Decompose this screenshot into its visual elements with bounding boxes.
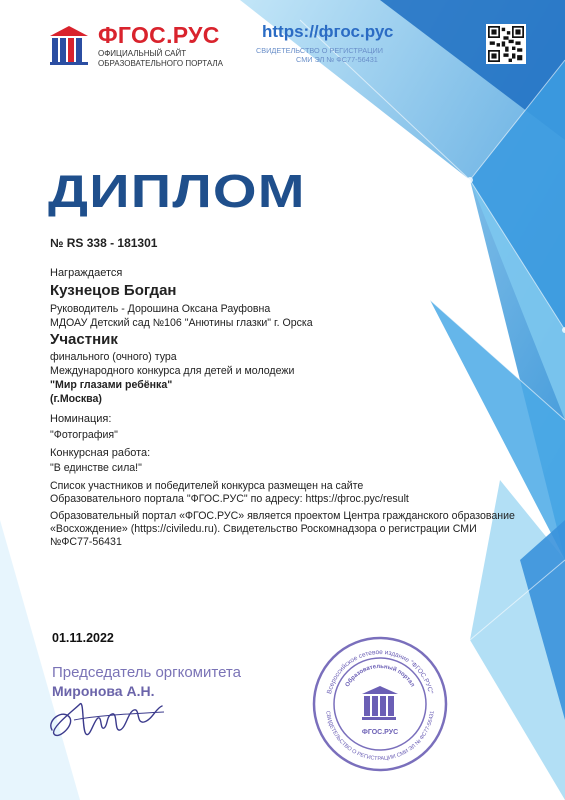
diploma-title: ДИПЛОМ xyxy=(48,165,306,217)
stamp-inner-text: Образовательный портал xyxy=(344,663,416,689)
building-logo-icon xyxy=(48,24,90,66)
qr-code-icon xyxy=(486,24,526,64)
contest-name: "Мир глазами ребёнка" xyxy=(50,379,173,391)
issue-date: 01.11.2022 xyxy=(52,631,114,645)
contest-type: Международного конкурса для детей и молодежи xyxy=(50,365,295,377)
stamp-top-text: Всероссийское сетевое издание "ФГОС.РУС" xyxy=(326,648,434,695)
school-line: МДОАУ Детский сад №106 "Анютины глазки" г. Орска xyxy=(50,317,313,329)
registration-line-2: СМИ ЭЛ № ФС77-56431 xyxy=(296,55,378,64)
brand-name: ФГОС.РУС xyxy=(98,22,220,48)
signature-image xyxy=(44,690,174,746)
diploma-number: № RS 338 - 181301 xyxy=(50,236,158,250)
project-note-line-3: №ФС77-56431 xyxy=(50,536,122,548)
brand-subtitle-2: ОБРАЗОВАТЕЛЬНОГО ПОРТАЛА xyxy=(98,59,223,68)
project-note-line-1: Образовательный портал «ФГОС.РУС» является проектом Центра гражданского образование xyxy=(50,510,515,522)
leader-line: Руководитель - Дорошина Оксана Рауфовна xyxy=(50,303,271,315)
chair-title: Председатель оргкомитета xyxy=(52,664,241,681)
nomination-value: "Фотография" xyxy=(50,429,118,441)
site-url: https://фгос.рус xyxy=(262,22,394,41)
svg-text:Образовательный портал xyxy=(345,664,416,688)
official-stamp xyxy=(310,634,450,774)
recipient-name: Кузнецов Богдан xyxy=(50,282,177,299)
brand-subtitle-1: ОФИЦИАЛЬНЫЙ САЙТ xyxy=(98,49,187,58)
nomination-label: Номинация: xyxy=(50,413,112,425)
registration-line-1: СВИДЕТЕЛЬСТВО О РЕГИСТРАЦИИ xyxy=(256,46,383,55)
chair-name: Миронова А.Н. xyxy=(52,683,155,699)
award-label: Награждается xyxy=(50,267,123,279)
results-note-line-2: Образовательного портала "ФГОС.РУС" по адресу: https://фгос.рус/result xyxy=(50,493,409,505)
stamp-name-text: ФГОС.РУС xyxy=(361,729,399,736)
participant-status: Участник xyxy=(50,331,118,348)
stamp-building-icon xyxy=(362,686,398,720)
project-note-line-2: «Восхождение» (https://civiledu.ru). Свидетельство Роскомнадзора о регистрации СМИ xyxy=(50,523,477,535)
work-value: "В единстве сила!" xyxy=(50,462,142,474)
stamp-bottom-text: СВИДЕТЕЛЬСТВО О РЕГИСТРАЦИИ СМИ ЭЛ № ФС77-56431 xyxy=(324,710,436,763)
contest-stage: финального (очного) тура xyxy=(50,351,177,363)
work-label: Конкурсная работа: xyxy=(50,447,151,459)
results-note-line-1: Список участников и победителей конкурса размещен на сайте xyxy=(50,480,364,492)
contest-city: (г.Москва) xyxy=(50,393,102,405)
